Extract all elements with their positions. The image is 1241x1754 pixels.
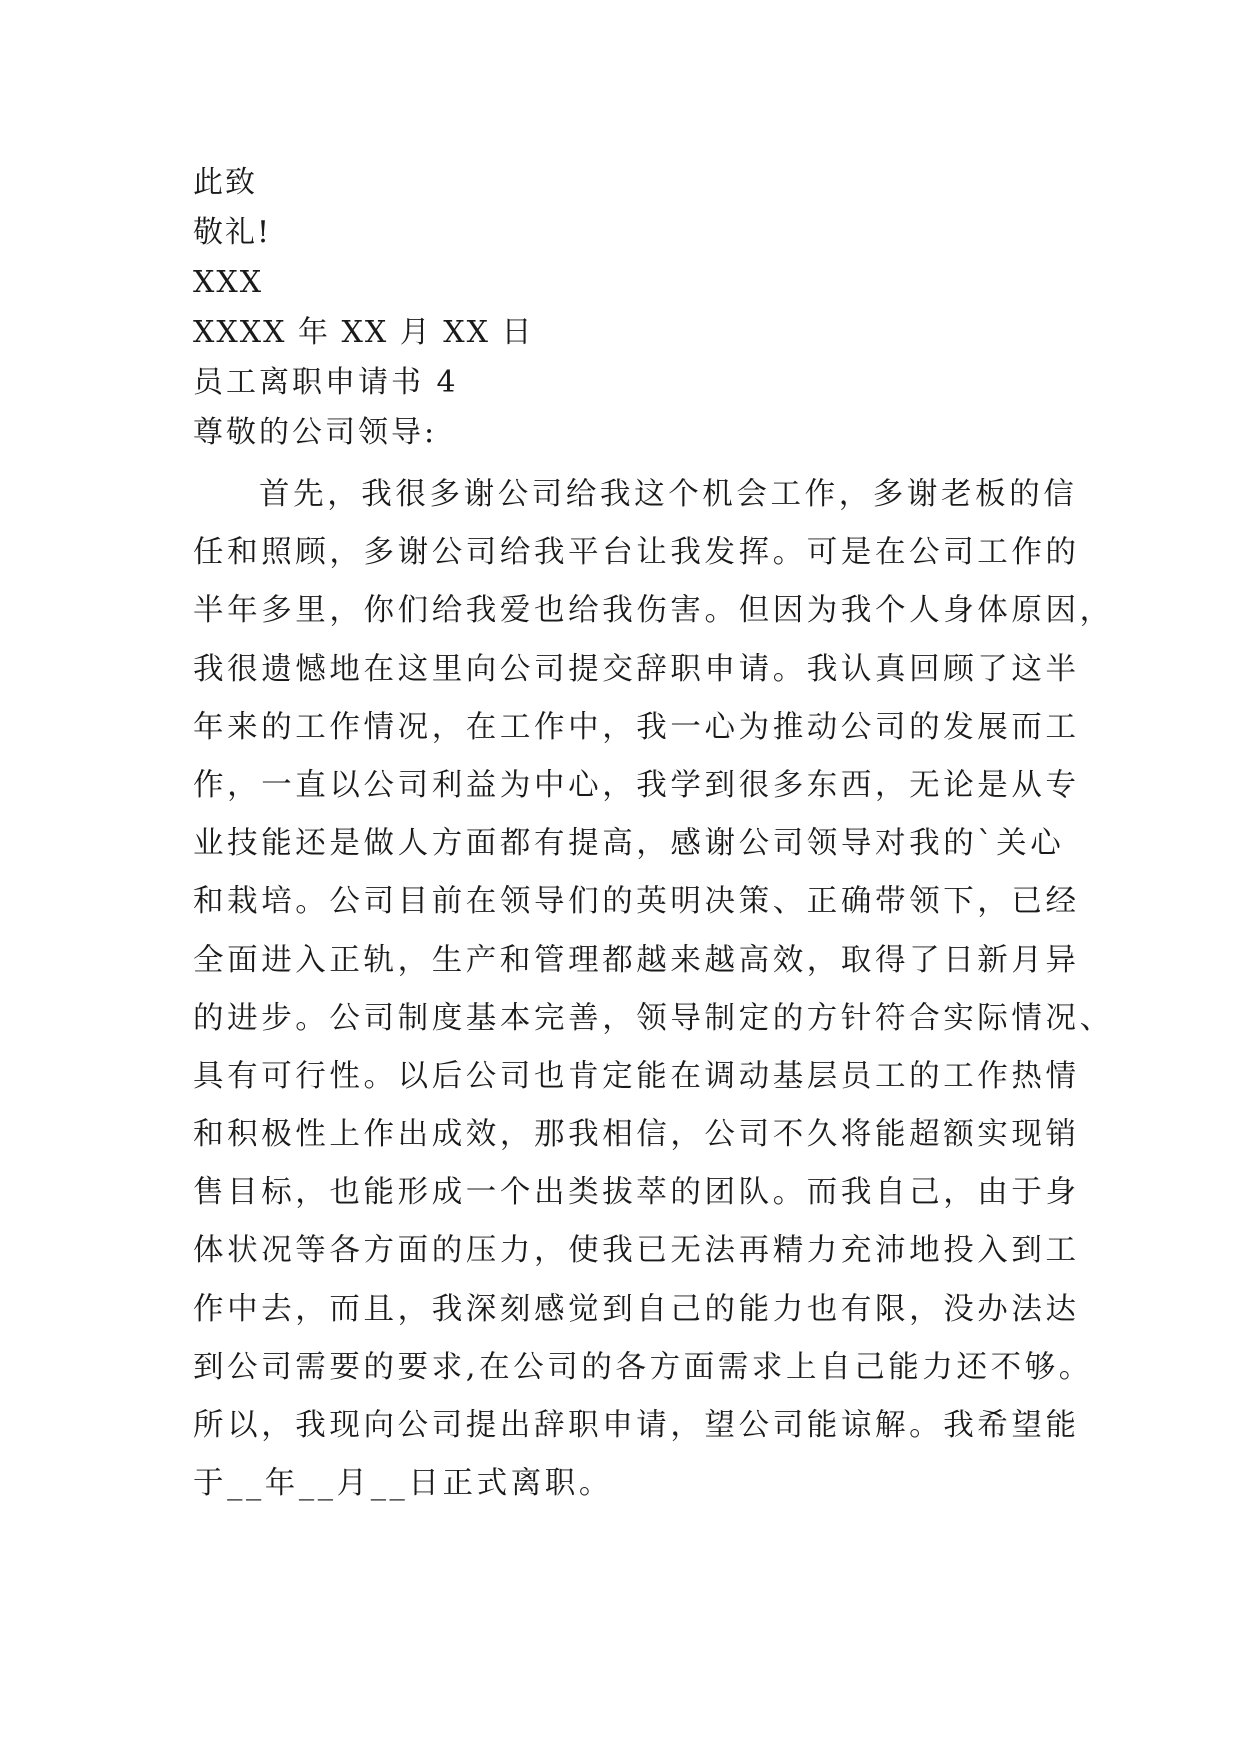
- body-line: 到公司需要的要求,在公司的各方面需求上自己能力还不够。: [193, 1349, 1093, 1385]
- body-line: 年来的工作情况，在工作中，我一心为推动公司的发展而工: [193, 709, 1080, 745]
- body-line: 业技能还是做人方面都有提高，感谢公司领导对我的`关心: [193, 826, 1065, 862]
- letter-salutation: 尊敬的公司领导:: [193, 415, 438, 450]
- body-line: 和栽培。公司目前在领导们的英明决策、正确带领下，已经: [193, 884, 1080, 920]
- body-line: 和积极性上作出成效，那我相信，公司不久将能超额实现销: [193, 1117, 1080, 1153]
- body-line: 全面进入正轨，生产和管理都越来越高效，取得了日新月异: [193, 942, 1080, 978]
- closing-phrase: 此致: [193, 165, 257, 200]
- body-line: 半年多里，你们给我爱也给我伤害。但因为我个人身体原因，: [193, 593, 1114, 629]
- body-line: 于__年__月__日正式离职。: [193, 1466, 613, 1502]
- body-line: 任和照顾，多谢公司给我平台让我发挥。可是在公司工作的: [193, 535, 1080, 571]
- body-line: 首先，我很多谢公司给我这个机会工作，多谢老板的信: [259, 477, 1078, 512]
- letter-body: [193, 466, 1114, 1513]
- body-line: 体状况等各方面的压力，使我已无法再精力充沛地投入到工: [193, 1233, 1080, 1269]
- body-line: 的进步。公司制度基本完善，领导制定的方针符合实际情况、: [193, 1000, 1114, 1036]
- body-line: 所以，我现向公司提出辞职申请，望公司能谅解。我希望能: [193, 1408, 1080, 1443]
- body-line: 作中去，而且，我深刻感觉到自己的能力也有限，没办法达: [193, 1291, 1080, 1327]
- signature-name: XXX: [193, 265, 264, 300]
- body-line: 具有可行性。以后公司也肯定能在调动基层员工的工作热情: [193, 1058, 1080, 1094]
- letter-title: 员工离职申请书 4: [193, 365, 459, 400]
- closing-regards: 敬礼!: [193, 215, 272, 250]
- body-line: 售目标，也能形成一个出类拔萃的团队。而我自己，由于身: [193, 1175, 1080, 1211]
- signature-date: XXXX 年 XX 月 XX 日: [193, 315, 534, 350]
- body-line: 作，一直以公司利益为中心，我学到很多东西，无论是从专: [193, 767, 1080, 803]
- body-line: 我很遗憾地在这里向公司提交辞职申请。我认真回顾了这半: [193, 651, 1080, 687]
- document-content: [193, 158, 1114, 1513]
